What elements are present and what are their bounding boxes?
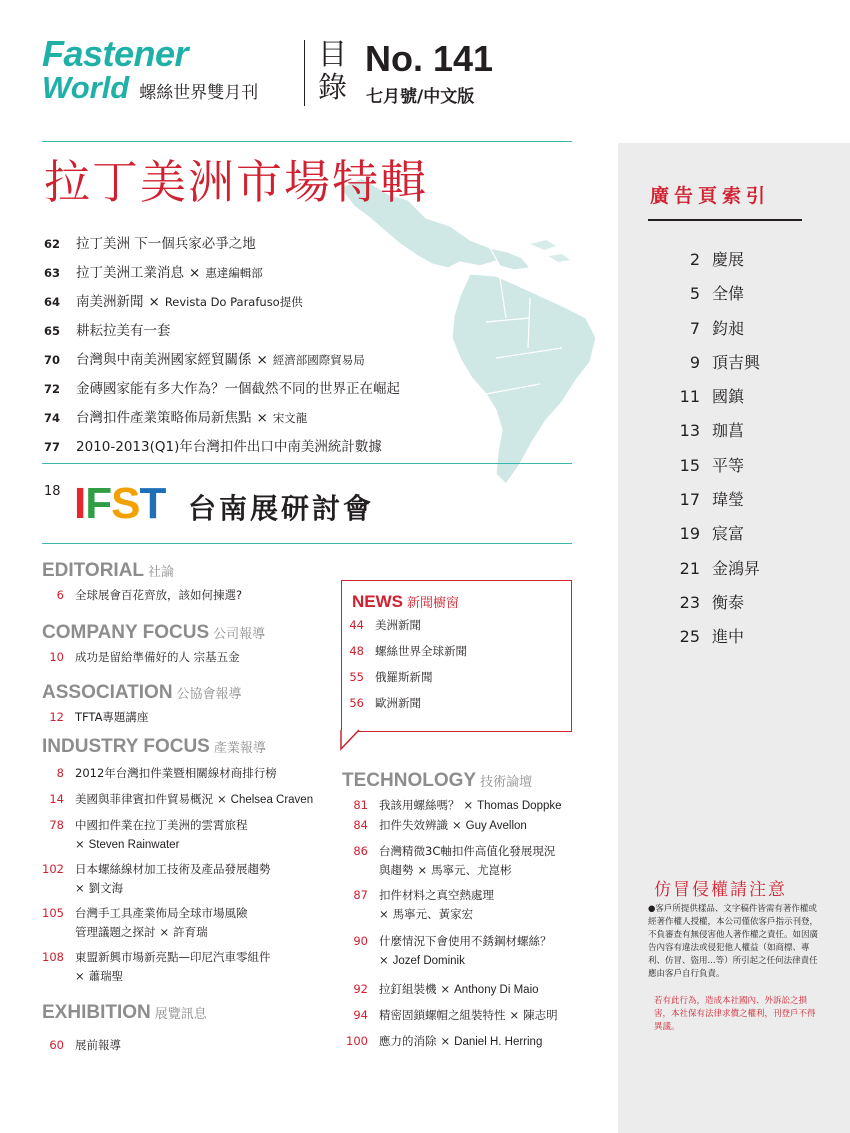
ad-index-name: 珈菖 — [712, 421, 745, 441]
ad-index-item — [658, 627, 760, 661]
ad-index-item — [658, 524, 760, 558]
ad-index-name: 慶展 — [712, 250, 745, 269]
technology-author: Daniel H. Herring — [454, 1036, 543, 1048]
technology-page: 92 — [353, 982, 368, 996]
industry-focus-line2 — [75, 835, 248, 855]
times-mark: × — [417, 863, 428, 877]
industry-focus-line2 — [75, 879, 271, 898]
technology-title: 應力的消除 — [379, 1034, 437, 1048]
ad-index-item — [658, 593, 760, 627]
times-mark: × — [440, 1034, 451, 1048]
ad-index-page: 13 — [679, 421, 700, 441]
company-focus-page: 10 — [49, 650, 64, 664]
technology-title: 精密固鎖螺帽之組裝特性 — [379, 1008, 506, 1022]
technology-author: 馬寧元、黃家宏 — [392, 907, 474, 921]
feature-title: 拉丁美洲市場特輯 — [44, 155, 428, 209]
ifst-title: 台南展研討會 — [188, 492, 375, 525]
fastener-world-logo — [42, 33, 259, 109]
news-entry — [342, 642, 467, 661]
times-mark: × — [75, 837, 85, 851]
feature-item-title: 2010-2013(Q1)年台灣扣件出口中南美洲統計數據 — [76, 439, 382, 455]
technology-en: TECHNOLOGY — [342, 770, 477, 791]
association-title: TFTA專題講座 — [75, 710, 149, 724]
ad-index-page: 15 — [679, 455, 700, 475]
technology-author: 馬寧元、尤崑彬 — [431, 863, 512, 877]
feature-list — [44, 232, 400, 464]
ad-index-page: 19 — [679, 524, 700, 544]
feature-item-page: 62 — [44, 237, 61, 251]
industry-focus-line1 — [75, 816, 248, 835]
association-entry — [42, 708, 148, 727]
industry-focus-page: 78 — [49, 818, 64, 832]
technology-line1 — [379, 932, 552, 951]
ad-index-name: 衡泰 — [712, 592, 745, 612]
ad-index-page: 9 — [689, 352, 700, 372]
industry-focus-header — [42, 736, 266, 758]
editorial-zh: 社論 — [148, 565, 175, 580]
masthead-divider — [304, 40, 305, 106]
news-page: 55 — [349, 670, 364, 684]
exhibition-page: 60 — [49, 1038, 64, 1052]
times-mark: × — [452, 818, 462, 832]
technology-text — [379, 932, 552, 971]
ifst-logo — [74, 479, 166, 528]
industry-focus-title: 中國扣件業在拉丁美洲的雲霄旅程 — [75, 818, 248, 832]
ad-index-name: 鈞昶 — [712, 318, 745, 338]
industry-focus-page: 14 — [49, 792, 64, 806]
news-en: NEWS — [352, 592, 403, 611]
industry-focus-en: INDUSTRY FOCUS — [42, 736, 210, 757]
ad-index-page: 17 — [679, 490, 700, 510]
technology-title: 我該用螺絲嗎？ — [379, 798, 460, 812]
technology-page: 90 — [353, 934, 368, 948]
logo-line2: World — [42, 70, 130, 105]
industry-focus-entry — [36, 790, 313, 810]
feature-item-title: 拉丁美洲 下一個兵家必爭之地 — [76, 236, 256, 252]
feature-item — [44, 435, 400, 464]
technology-line2 — [379, 951, 552, 971]
news-title: 螺絲世界全球新聞 — [375, 644, 467, 658]
times-mark: × — [440, 982, 451, 996]
feature-item-author: 惠達編輯部 — [205, 266, 263, 280]
ad-index-page: 23 — [679, 592, 700, 612]
news-page: 56 — [349, 696, 364, 710]
feature-item — [44, 377, 400, 406]
exhibition-zh: 展覽訊息 — [154, 1007, 207, 1022]
news-entry — [342, 694, 421, 713]
warning-title: 仿冒侵權請注意 — [654, 880, 787, 900]
technology-author: Jozef Dominik — [392, 955, 465, 967]
times-mark: × — [217, 792, 227, 806]
industry-focus-text — [75, 948, 271, 986]
ad-index-name: 宸富 — [712, 524, 745, 544]
ad-index-name: 全偉 — [712, 284, 745, 304]
feature-item-title: 台灣扣件產業策略佈局新焦點 — [76, 410, 252, 426]
feature-item-author: 經濟部國際貿易局 — [272, 353, 365, 367]
times-mark: × — [75, 881, 85, 895]
technology-author: 陳志明 — [523, 1008, 558, 1022]
industry-focus-page: 105 — [42, 906, 64, 920]
association-header — [42, 682, 242, 704]
ad-index-name: 國鎮 — [712, 387, 745, 407]
company-focus-title: 成功是留給準備好的人 宗基五金 — [75, 650, 240, 664]
technology-entry — [336, 886, 494, 924]
ad-index-item — [658, 284, 760, 318]
news-title: 俄羅斯新聞 — [375, 670, 433, 684]
news-entry — [342, 616, 421, 635]
technology-entry — [336, 842, 555, 880]
technology-page: 84 — [353, 818, 368, 832]
technology-line1 — [379, 796, 562, 816]
news-page: 44 — [349, 618, 364, 632]
technology-page: 86 — [353, 844, 368, 858]
editorial-page: 6 — [56, 588, 64, 602]
feature-item — [44, 406, 400, 435]
ad-index-rule — [648, 219, 802, 221]
ad-index-name: 頂吉興 — [712, 352, 761, 372]
technology-text — [379, 1032, 542, 1052]
feature-item-page: 65 — [44, 324, 61, 338]
company-focus-en: COMPANY FOCUS — [42, 622, 210, 643]
feature-item-title: 耕耘拉美有一套 — [76, 323, 171, 339]
news-title: 歐洲新聞 — [375, 696, 421, 710]
technology-line2 — [379, 905, 494, 924]
technology-page: 81 — [353, 798, 368, 812]
technology-line1 — [379, 816, 527, 836]
technology-page: 87 — [353, 888, 368, 902]
ad-index-page: 2 — [689, 250, 700, 269]
ad-index-item — [658, 490, 760, 524]
industry-focus-line1 — [75, 948, 271, 967]
industry-focus-line1 — [75, 860, 271, 879]
times-mark: × — [256, 410, 268, 426]
technology-entry — [336, 980, 539, 1000]
technology-header — [342, 770, 532, 792]
industry-focus-entry — [36, 860, 271, 898]
feature-item-page: 63 — [44, 266, 61, 280]
times-mark: × — [379, 907, 389, 921]
ad-index-page: 5 — [689, 284, 700, 304]
ad-index-name: 進中 — [712, 627, 745, 647]
industry-focus-page: 102 — [42, 862, 64, 876]
exhibition-entry — [42, 1036, 121, 1055]
feature-item-page: 72 — [44, 382, 61, 396]
ad-index-item — [658, 559, 760, 593]
technology-entry — [336, 1006, 558, 1025]
industry-focus-line1 — [75, 790, 313, 810]
issue-number: No. 141 — [365, 38, 494, 79]
industry-focus-entry — [36, 816, 248, 855]
industry-focus-author: 許育瑞 — [173, 925, 208, 939]
logo-line1: Fastener — [42, 33, 189, 74]
editorial-entry — [42, 586, 242, 605]
times-mark: × — [379, 953, 389, 967]
feature-item — [44, 348, 400, 377]
technology-text — [379, 886, 494, 924]
industry-focus-author: Steven Rainwater — [88, 839, 180, 851]
exhibition-header — [42, 1002, 207, 1024]
ifst-letter-s: S — [111, 479, 140, 528]
company-focus-header — [42, 622, 265, 644]
warning-red-note: 若有此行為，造成本社國內、外訴訟之損害，本社保有法律求償之權利，刊登戶不得異議。 — [654, 996, 816, 1032]
technology-author: Anthony Di Maio — [454, 984, 539, 996]
news-box-tail — [339, 729, 363, 751]
ifst-letter-f: F — [85, 479, 112, 528]
industry-focus-author: Chelsea Craven — [230, 794, 314, 806]
industry-focus-page: 108 — [42, 950, 64, 964]
technology-zh: 技術論壇 — [480, 775, 533, 790]
issue-edition: 七月號/中文版 — [366, 87, 475, 107]
technology-line1 — [379, 842, 555, 861]
ad-index-item — [658, 353, 760, 387]
ad-index-item — [658, 421, 760, 455]
technology-entry — [336, 932, 552, 971]
technology-line1 — [379, 980, 539, 1000]
feature-item-title: 南美洲新聞 — [76, 294, 144, 310]
times-mark: × — [75, 969, 85, 983]
feature-item-page: 64 — [44, 295, 61, 309]
industry-focus-text — [75, 816, 248, 855]
ad-index-item — [658, 319, 760, 353]
technology-author: Guy Avellon — [465, 820, 527, 832]
technology-title: 扣件材料之真空熱處理 — [379, 888, 494, 902]
ad-index-page: 7 — [689, 318, 700, 338]
ad-index-name: 瑋瑩 — [712, 490, 745, 510]
logo-subtitle: 螺絲世界雙月刊 — [139, 83, 259, 103]
exhibition-en: EXHIBITION — [42, 1002, 151, 1023]
news-title: 美洲新聞 — [375, 618, 421, 632]
technology-title: 扣件失效辨識 — [379, 818, 448, 832]
exhibition-title: 展前報導 — [75, 1038, 121, 1052]
times-mark: × — [509, 1008, 520, 1022]
news-page: 48 — [349, 644, 364, 658]
ad-index-item — [658, 387, 760, 421]
ifst-letter-i: I — [74, 479, 86, 528]
feature-item-author: 宋文龍 — [272, 411, 308, 425]
news-entry — [342, 668, 433, 687]
feature-item-title: 金磚國家能有多大作為？一個截然不同的世界正在崛起 — [76, 381, 400, 397]
ifst-letter-t: T — [139, 479, 166, 528]
technology-entry — [336, 1032, 542, 1052]
association-en: ASSOCIATION — [42, 682, 173, 703]
technology-page: 100 — [346, 1034, 368, 1048]
feature-rule — [42, 463, 572, 464]
industry-focus-line1 — [75, 904, 248, 923]
feature-item-page: 70 — [44, 353, 61, 367]
ad-index-page: 21 — [679, 558, 700, 578]
feature-item-page: 77 — [44, 440, 61, 454]
technology-title: 台灣精微3C軸扣件高值化發展現況 — [379, 844, 556, 858]
feature-item-title: 拉丁美洲工業消息 — [76, 265, 184, 281]
technology-text — [379, 980, 539, 1000]
industry-focus-author: 蕭瑞聖 — [88, 969, 124, 983]
feature-item-page: 74 — [44, 411, 61, 425]
company-focus-zh: 公司報導 — [213, 627, 266, 642]
ad-index-sidebar — [618, 143, 850, 1133]
technology-title: 什麼情況下會使用不銹鋼材螺絲？ — [379, 934, 552, 948]
industry-focus-text — [75, 904, 248, 942]
times-mark: × — [463, 798, 474, 812]
industry-focus-title-cont: 管理議題之探討 — [75, 925, 156, 939]
feature-item — [44, 319, 400, 348]
industry-focus-line1 — [75, 764, 277, 783]
ad-index-title: 廣告頁索引 — [650, 185, 771, 207]
editorial-header — [42, 560, 174, 582]
feature-item — [44, 232, 400, 261]
feature-item-title: 台灣與中南美洲國家經貿關係 — [76, 352, 252, 368]
ad-index-item — [658, 456, 760, 490]
toc-mark: 目錄 — [318, 37, 348, 104]
times-mark: × — [159, 925, 170, 939]
industry-focus-entry — [36, 764, 277, 783]
industry-focus-text — [75, 860, 271, 898]
technology-line2 — [379, 861, 555, 880]
feature-item — [44, 290, 400, 319]
industry-focus-line2 — [75, 967, 271, 986]
industry-focus-text — [75, 790, 313, 810]
ad-index-page: 11 — [679, 387, 700, 407]
news-zh: 新聞櫥窗 — [407, 596, 460, 611]
ad-index-page: 25 — [679, 627, 700, 647]
industry-focus-title: 東盟新興市場新亮點—印尼汽車零組件 — [75, 950, 271, 964]
ad-index-list — [658, 250, 760, 662]
logo-line2-row — [42, 72, 258, 109]
feature-item — [44, 261, 400, 290]
times-mark: × — [189, 265, 201, 281]
technology-text — [379, 1006, 558, 1025]
technology-text — [379, 842, 555, 880]
top-rule — [42, 141, 572, 142]
industry-focus-text — [75, 764, 277, 783]
industry-focus-line2 — [75, 923, 248, 942]
industry-focus-page: 8 — [56, 766, 64, 780]
technology-title-cont: 與趨勢 — [379, 863, 414, 877]
company-focus-entry — [42, 648, 240, 667]
technology-author: Thomas Doppke — [477, 800, 562, 812]
industry-focus-title: 2012年台灣扣件業暨相關線材商排行榜 — [75, 766, 277, 780]
industry-focus-title: 美國與菲律賓扣件貿易概況 — [75, 792, 213, 806]
industry-focus-title: 台灣手工具產業佈局全球市場風險 — [75, 906, 248, 920]
technology-line1 — [379, 1006, 558, 1025]
industry-focus-entry — [36, 904, 248, 942]
technology-entry — [336, 816, 527, 836]
association-zh: 公協會報導 — [176, 687, 242, 702]
association-page: 12 — [49, 710, 64, 724]
technology-text — [379, 796, 562, 816]
news-header — [352, 592, 459, 612]
industry-focus-entry — [36, 948, 271, 986]
technology-text — [379, 816, 527, 836]
technology-line1 — [379, 886, 494, 905]
ad-index-name: 金鴻昇 — [712, 558, 761, 578]
times-mark: × — [148, 294, 160, 310]
times-mark: × — [256, 352, 268, 368]
industry-focus-zh: 產業報導 — [213, 741, 266, 756]
editorial-title: 全球展會百花齊放，該如何揀選? — [75, 588, 243, 602]
ad-index-name: 平等 — [712, 455, 745, 475]
technology-entry — [336, 796, 562, 816]
technology-line1 — [379, 1032, 542, 1052]
feature-item-author: Revista Do Parafuso提供 — [164, 295, 303, 309]
warning-body: ●客戶所提供樣品、文字稿件皆需有著作權或經著作權人授權，本公司僅依客戶指示刊登，不負審查有無侵害他人著作權之責任。如因廣告內容有違法或侵犯他人權益（如商標、專利、仿冒、盜用...等）所引起之任何法律責任應由客戶自行負責。 — [648, 904, 819, 979]
ad-index-item — [658, 250, 760, 284]
ifst-rule — [42, 543, 572, 544]
editorial-en: EDITORIAL — [42, 560, 145, 581]
ifst-page: 18 — [44, 484, 61, 499]
technology-page: 94 — [353, 1008, 368, 1022]
technology-title: 拉釘組裝機 — [379, 982, 437, 996]
industry-focus-title: 日本螺絲線材加工技術及產品發展趨勢 — [75, 862, 271, 876]
industry-focus-author: 劉文海 — [88, 881, 124, 895]
